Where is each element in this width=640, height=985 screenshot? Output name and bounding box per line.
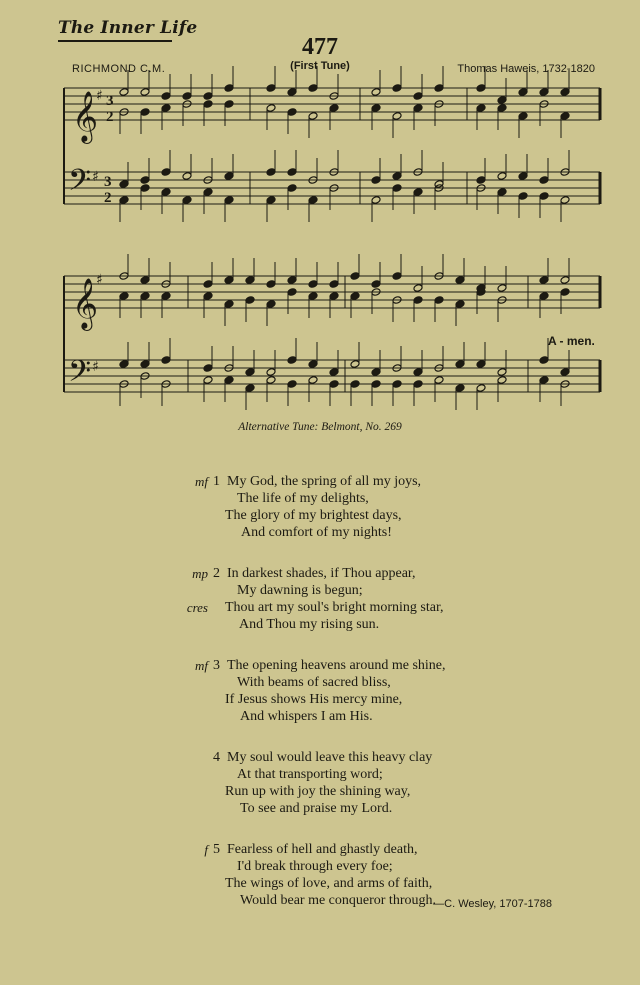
verse-line: The opening heavens around me shine, — [227, 658, 446, 673]
dynamic-mark: mf — [195, 658, 208, 673]
verse-line: At that transporting word; — [237, 767, 383, 782]
clefs — [68, 88, 114, 396]
staff-lines — [64, 88, 600, 392]
svg-text:3: 3 — [104, 174, 112, 190]
verse-line: Run up with joy the shining way, — [225, 784, 411, 799]
svg-text:3: 3 — [106, 93, 114, 109]
verse-line: And comfort of my nights! — [241, 525, 392, 540]
verse-line: To see and praise my Lord. — [240, 801, 393, 816]
stanza-3 — [0, 658, 640, 750]
stanza-4 — [0, 750, 640, 842]
composer: Thomas Haweis, 1732-1820 — [457, 63, 595, 75]
verse-line: If Jesus shows His mercy mine, — [225, 692, 403, 707]
treble-clef-icon: 𝄞 — [72, 91, 99, 142]
music-notes — [119, 66, 570, 410]
verse-line: Thou art my soul's bright morning star, — [225, 600, 444, 615]
treble-clef-icon: 𝄞 — [72, 278, 99, 329]
verse-line: Fearless of hell and ghastly death, — [227, 842, 418, 857]
amen-label: A - men. — [548, 334, 595, 348]
author-credit: —C. Wesley, 1707-1788 — [433, 898, 552, 910]
stanza-number: 2 — [213, 566, 220, 581]
verses — [0, 474, 640, 934]
verse-line: The wings of love, and arms of faith, — [225, 876, 433, 891]
dynamic-mark: mp — [192, 566, 208, 581]
sharp-icon: ♯ — [92, 169, 99, 185]
stanza-number: 5 — [213, 842, 220, 857]
dynamic-mark: f — [204, 842, 208, 857]
verse-line: My dawning is begun; — [237, 583, 363, 598]
verse-line: I'd break through every foe; — [237, 859, 393, 874]
section-title: The Inner Life — [58, 18, 198, 38]
dynamic-mark: mf — [195, 474, 208, 489]
verse-line: With beams of sacred bliss, — [237, 675, 391, 690]
svg-text:2: 2 — [104, 190, 112, 206]
verse-line: And Thou my rising sun. — [239, 617, 380, 632]
tune-name: RICHMOND C.M. — [72, 63, 166, 75]
bass-clef-icon: 𝄢 — [68, 164, 92, 205]
verse-line: And whispers I am His. — [240, 709, 373, 724]
stanza-5 — [0, 842, 640, 934]
stanza-1 — [0, 474, 640, 566]
bass-clef-icon: 𝄢 — [68, 355, 92, 396]
dynamic-mark: cres — [186, 600, 208, 615]
verse-line: Would bear me conqueror through. — [240, 893, 436, 908]
stanza-number: 4 — [213, 750, 220, 765]
verse-line: The life of my delights, — [237, 491, 369, 506]
verse-line: In darkest shades, if Thou appear, — [227, 566, 416, 581]
sharp-icon: ♯ — [92, 359, 99, 375]
sharp-icon: ♯ — [96, 88, 103, 104]
hymn-number: 477 — [302, 34, 338, 60]
music-score — [0, 0, 640, 420]
sharp-icon: ♯ — [96, 272, 103, 288]
stanza-number: 3 — [213, 658, 220, 673]
verse-line: My soul would leave this heavy clay — [227, 750, 433, 765]
tune-note: (First Tune) — [290, 60, 350, 72]
stanza-number: 1 — [213, 474, 220, 489]
verse-line: My God, the spring of all my joys, — [227, 474, 422, 489]
stanza-2 — [0, 566, 640, 658]
svg-text:2: 2 — [106, 109, 114, 125]
alternative-tune: Alternative Tune: Belmont, No. 269 — [238, 421, 402, 433]
verse-line: The glory of my brightest days, — [225, 508, 402, 523]
